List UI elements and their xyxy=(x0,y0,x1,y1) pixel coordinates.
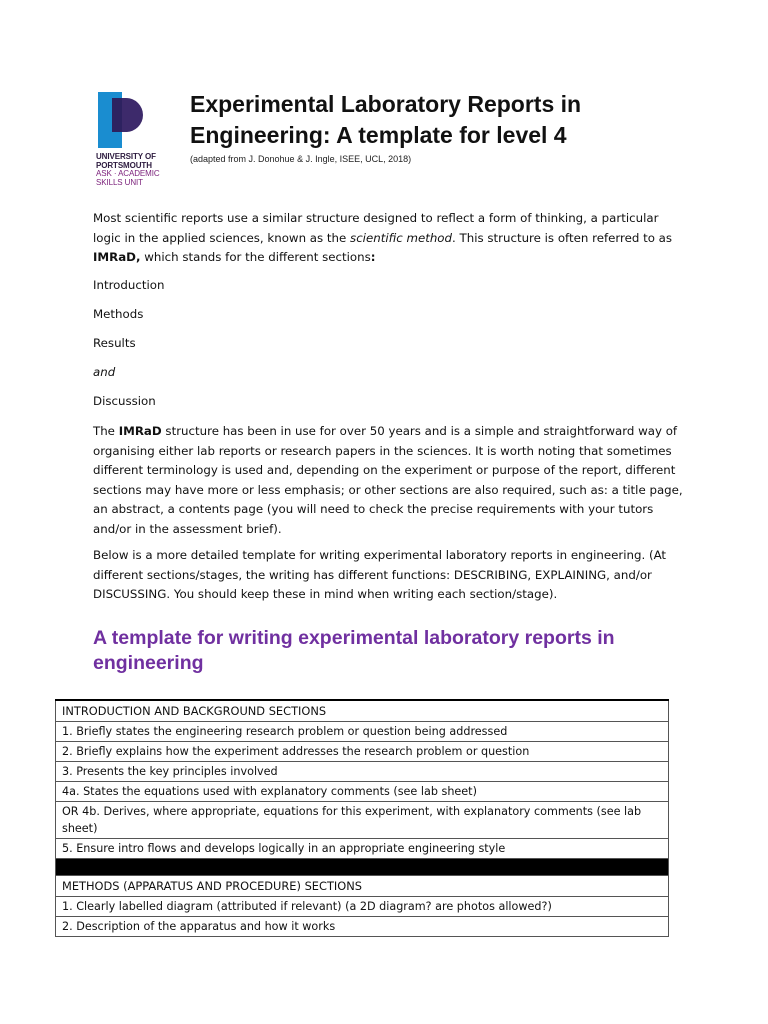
intro-paragraph-1 xyxy=(93,209,683,268)
intro-paragraph-2 xyxy=(93,422,683,539)
intro-row-4b: OR 4b. Derives, where appropriate, equations for this experiment, with explanatory comments (see lab sheet) xyxy=(56,802,669,839)
intro-section-header: INTRODUCTION AND BACKGROUND SECTIONS xyxy=(56,700,669,722)
section-discussion: Discussion xyxy=(93,394,156,408)
table-row xyxy=(56,917,669,937)
section-methods: Methods xyxy=(93,307,144,321)
methods-section-header: METHODS (APPARATUS AND PROCEDURE) SECTIONS xyxy=(56,876,669,897)
p3-text: Below is a more detailed template for writing experimental laboratory reports in engineering. (At different sections/stages, the writing has different functions: DESCRIBING, EXPLAINING, and/or DISCUSSING. You should keep these in mind when writing each section/stage). xyxy=(93,548,667,601)
p1-imrad: IMRaD, xyxy=(93,250,141,264)
table-row xyxy=(56,876,669,897)
intro-row-1: 1. Briefly states the engineering research problem or question being addressed xyxy=(56,722,669,742)
logo-text xyxy=(96,153,160,187)
template-heading: A template for writing experimental laboratory reports in engineering xyxy=(93,627,615,674)
logo-line-4: SKILLS UNIT xyxy=(96,177,143,187)
logo-line-1: UNIVERSITY OF xyxy=(96,152,156,161)
intro-paragraph-3 xyxy=(93,546,683,605)
p2-text-b: structure has been in use for over 50 years and is a simple and straightforward way of organising either lab reports or research papers in the sciences. It is worth noting that sometimes different terminology is used and, depending on the experiment or purpose of the report, different sections may have more or less emphasis; or other sections are also required, such as: a title page, an abstract, a contents page (you will need to check the precise requirements with your tutors and/or in the assessment brief). xyxy=(93,424,683,536)
section-introduction: Introduction xyxy=(93,278,165,292)
methods-row-1: 1. Clearly labelled diagram (attributed if relevant) (a 2D diagram? are photos allowed?) xyxy=(56,897,669,917)
table-row xyxy=(56,802,669,839)
intro-row-2: 2. Briefly explains how the experiment addresses the research problem or question xyxy=(56,742,669,762)
p1-colon: : xyxy=(370,250,376,264)
table-row xyxy=(56,742,669,762)
template-table xyxy=(55,699,669,937)
p1-text-b: . This structure is often referred to as xyxy=(452,230,673,245)
logo-line-3: ASK · ACADEMIC xyxy=(96,169,160,178)
section-and: and xyxy=(93,365,116,379)
methods-row-2: 2. Description of the apparatus and how it works xyxy=(56,917,669,937)
p2-imrad: IMRaD xyxy=(118,424,162,438)
table-row xyxy=(56,782,669,802)
p2-text-a: The xyxy=(93,424,119,438)
table-row xyxy=(56,839,669,859)
table-divider xyxy=(56,859,669,876)
document-subtitle: (adapted from J. Donohue & J. Ingle, ISEE, UCL, 2018) xyxy=(190,154,412,164)
intro-row-3: 3. Presents the key principles involved xyxy=(56,762,669,782)
section-results: Results xyxy=(93,336,136,350)
document-title: Experimental Laboratory Reports in Engineering: A template for level 4 xyxy=(190,91,582,148)
black-divider-bar xyxy=(56,859,669,876)
intro-row-5: 5. Ensure intro flows and develops logically in an appropriate engineering style xyxy=(56,839,669,859)
table-row xyxy=(56,722,669,742)
table-row xyxy=(56,897,669,917)
p1-text-a: Most scientific reports use a similar structure designed to reflect a form of thinking, a particular logic in the applied sciences, known as the xyxy=(93,211,659,245)
table-row xyxy=(56,762,669,782)
intro-row-4a: 4a. States the equations used with explanatory comments (see lab sheet) xyxy=(56,782,669,802)
p1-text-c: which stands for the different sections xyxy=(140,250,371,264)
p1-scientific-method: scientific method xyxy=(350,230,453,245)
table-row xyxy=(56,700,669,722)
logo-purple-overlap xyxy=(112,98,122,132)
logo-line-2: PORTSMOUTH xyxy=(96,160,152,170)
